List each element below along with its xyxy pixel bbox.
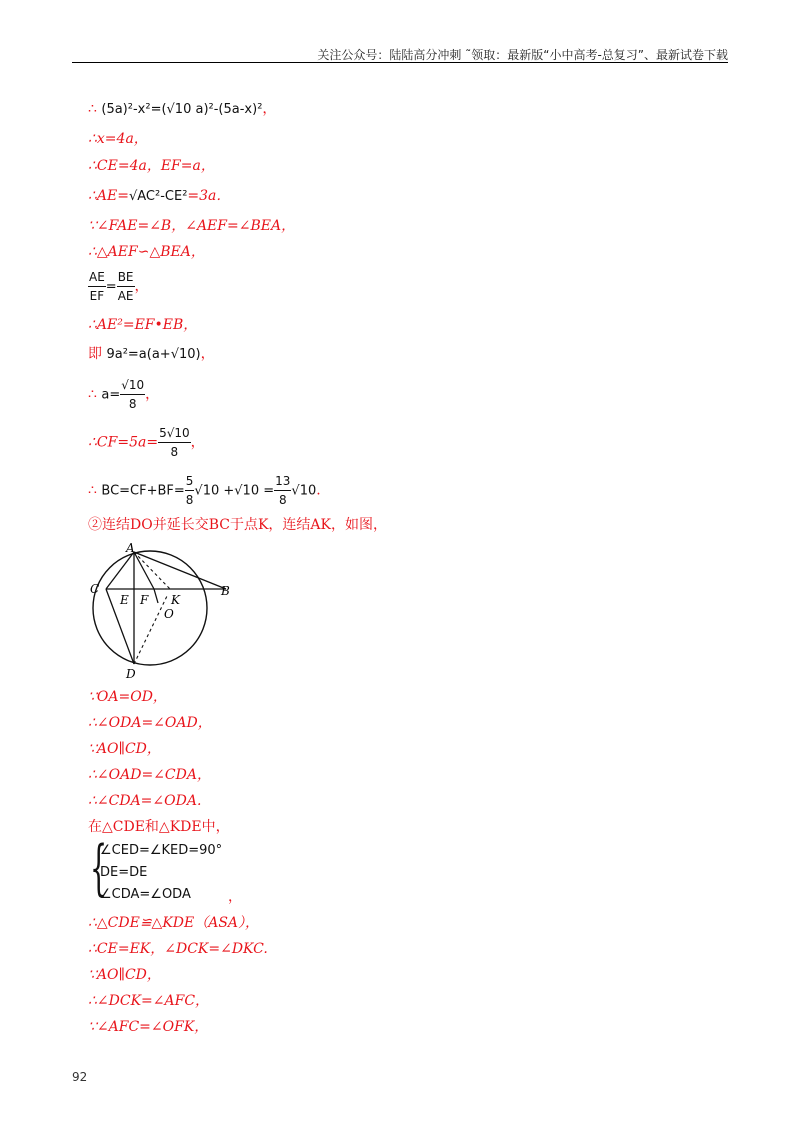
eq-line-10: ∴ a= $\frac{√10}{8}$ ，: [88, 378, 160, 411]
eq-line-15: ∴∠ODA=∠OAD，: [88, 715, 212, 731]
eq-line-16: ∵AO∥CD，: [88, 741, 161, 757]
header-rule: [72, 62, 728, 63]
segment-af: [134, 552, 154, 589]
circle-geometry-figure: [84, 538, 234, 683]
label-a: A: [126, 541, 135, 555]
eq-line-4: ∴AE=√AC²-CE²=3a．: [88, 188, 231, 204]
eq-line-6: ∴△AEF∽△BEA，: [88, 244, 205, 260]
eq-line-17: ∴∠OAD=∠CDA，: [88, 767, 211, 783]
system-eq-1: ∠CED=∠KED=90°: [100, 843, 223, 858]
eq-line-22: ∵AO∥CD，: [88, 967, 161, 983]
segment-ak-dashed: [134, 552, 170, 589]
eq-line-1: ∴ (5a)²-x²=(√10 a)²-(5a-x)²，: [88, 101, 277, 117]
system-brace: {: [90, 833, 108, 903]
eq-line-11: ∴CF=5a= $\frac{5√10}{8}$ ，: [88, 426, 205, 459]
eq-line-7: $\frac{AE}{EF}$ = $\frac{BE}{AE}$ ，: [89, 270, 149, 303]
eq-line-8: ∴AE²=EF•EB，: [88, 317, 198, 333]
fraction-cf: $\frac{5√10}{8}$: [159, 426, 190, 459]
eq-line-13: ②连结DO并延长交BC于点K，连结AK，如图，: [88, 517, 387, 533]
eq-line-19: 在△CDE和△KDE中，: [88, 819, 230, 835]
header-text: 关注公众号：陆陆高分冲刺 ˜领取：最新版“小中高考-总复习”、最新试卷下载: [317, 48, 728, 62]
eq-line-3: ∴CE=4a，EF=a，: [88, 158, 215, 174]
segment-fo: [154, 589, 158, 603]
label-k: K: [171, 593, 180, 607]
eq-line-23: ∴∠DCK=∠AFC，: [88, 993, 210, 1009]
eq-line-14: ∵OA=OD，: [88, 689, 167, 705]
fraction-a: $\frac{√10}{8}$: [121, 378, 145, 411]
page-number: 92: [72, 1070, 88, 1084]
page-header: [0, 44, 800, 64]
eq-line-20: ∴△CDE≌△KDE（ASA），: [88, 915, 260, 931]
eq-line-5: ∵∠FAE=∠B，∠AEF=∠BEA，: [88, 218, 296, 234]
fraction-ae-ef: $\frac{AE}{EF}$: [89, 270, 105, 303]
label-c: C: [90, 582, 100, 596]
eq-line-2: ∴x=4a，: [88, 131, 148, 147]
fraction-13-8: $\frac{13}{8}$: [275, 474, 291, 507]
eq-line-12: ∴ BC=CF+BF= $\frac{5}{8}$ √10 +√10 = $\frac{13}{8}$ √10.: [88, 474, 321, 507]
eq-line-24: ∵∠AFC=∠OFK，: [88, 1019, 209, 1035]
system-tail: ，: [228, 889, 242, 905]
eq-line-9: 即 9a²=a(a+√10)，: [88, 346, 215, 362]
segment-ac: [106, 552, 134, 589]
label-o: O: [164, 607, 174, 621]
label-b: B: [221, 584, 230, 598]
fraction-be-ae: $\frac{BE}{AE}$: [117, 270, 134, 303]
label-f: F: [140, 593, 149, 607]
eq-line-18: ∴∠CDA=∠ODA.: [88, 793, 202, 809]
fraction-5-8: $\frac{5}{8}$: [185, 474, 194, 507]
label-e: E: [120, 593, 129, 607]
label-d: D: [126, 667, 136, 681]
circle-outline: [93, 551, 207, 665]
system-eq-2: DE=DE: [100, 865, 148, 880]
system-eq-3: ∠CDA=∠ODA: [100, 887, 191, 902]
segment-ab: [134, 552, 226, 589]
eq-line-21: ∴CE=EK，∠DCK=∠DKC.: [88, 941, 268, 957]
